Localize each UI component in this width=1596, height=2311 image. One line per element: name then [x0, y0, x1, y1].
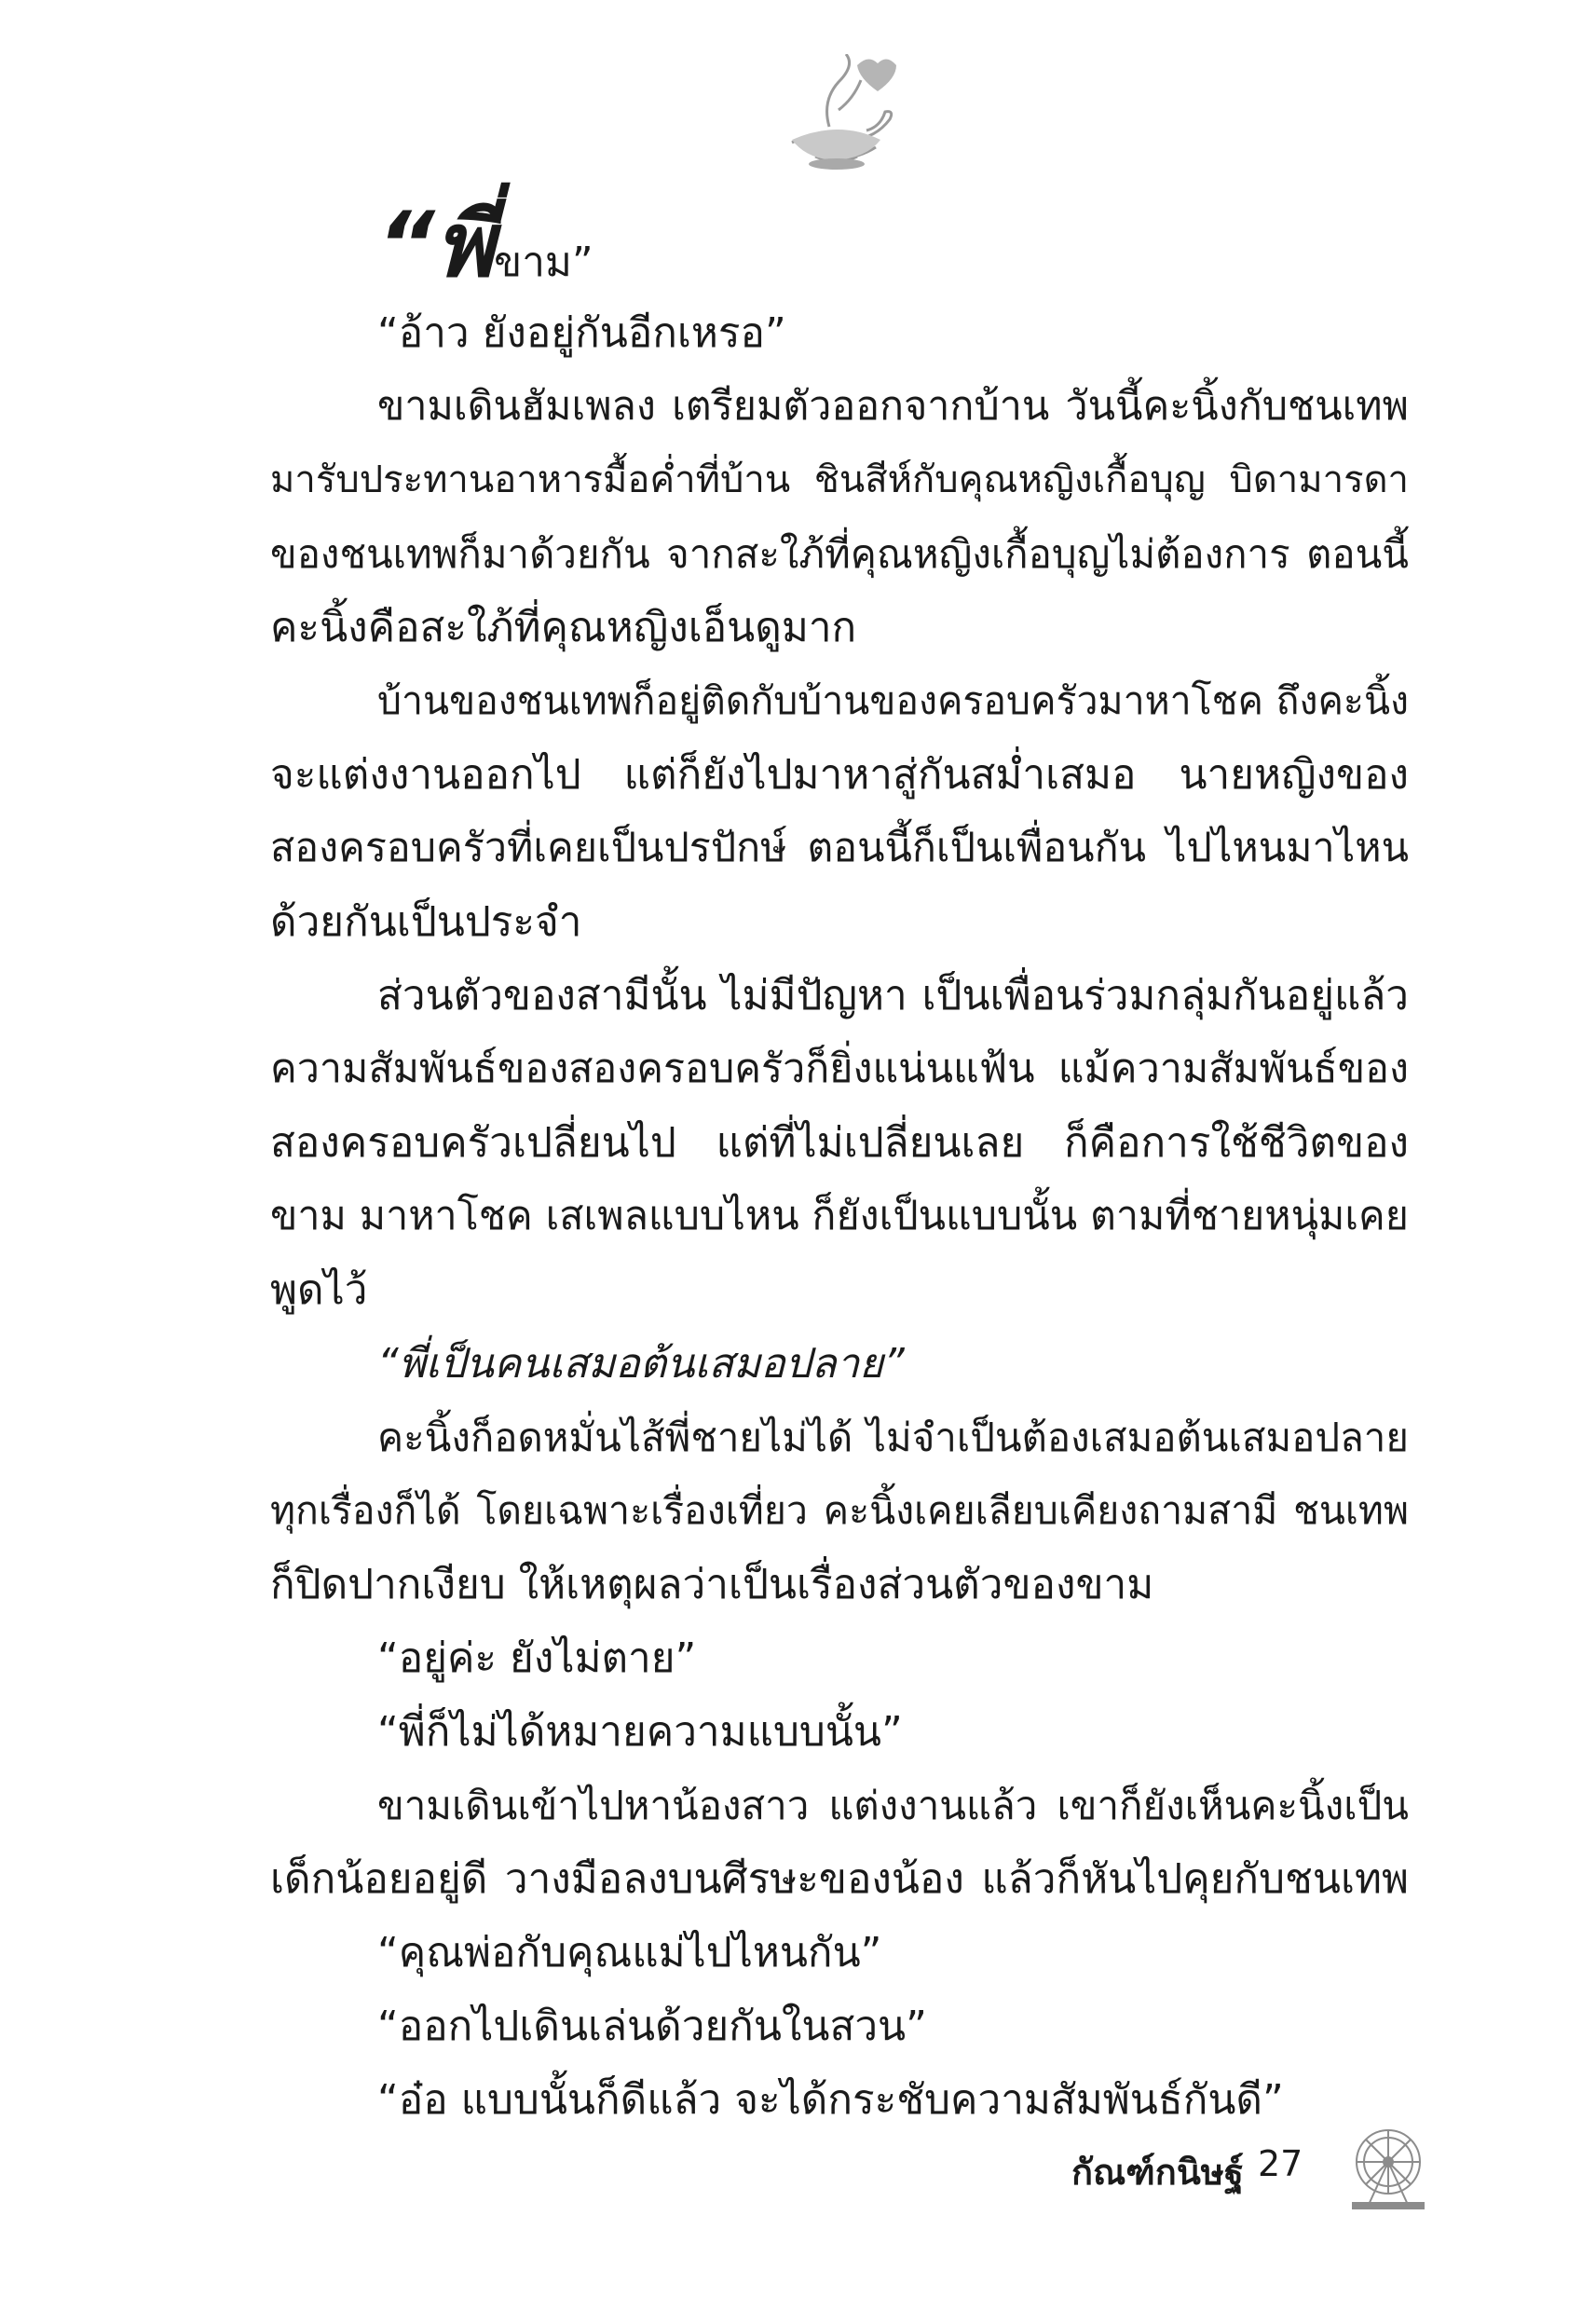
text-line: พูดไว้ [270, 1266, 368, 1314]
text-line: ก็ปิดปากเงียบ ให้เหตุผลว่าเป็นเรื่องส่วนตัวของขาม [270, 1561, 1154, 1608]
text-line: “ออกไปเดินเล่นด้วยกันในสวน” [377, 2003, 927, 2050]
book-title: กัณฑ์กนิษฐ์ [1071, 2152, 1244, 2193]
opening-drop-word: “พี่ [377, 193, 495, 297]
text-line: เด็กน้อยอยู่ดี วางมือลงบนศีรษะของน้อง แล้วก็หันไปคุยกับชนเทพ [270, 1855, 1409, 1903]
chapter-body [270, 194, 1409, 2137]
text-line: คะนิ้งก็อดหมั่นไส้พี่ชายไม่ได้ ไม่จำเป็นต้องเสมอต้นเสมอปลาย [377, 1415, 1409, 1460]
text-line: ของชนเทพก็มาด้วยกัน จากสะใภ้ที่คุณหญิงเกื้อบุญไม่ต้องการ ตอนนี้ [270, 531, 1409, 577]
text-line: “อ้าว ยังอยู่กันอีกเหรอ” [377, 309, 786, 357]
opening-rest: ขาม” [494, 239, 593, 286]
opening-line [270, 194, 1409, 296]
text-line: สองครอบครัวเปลี่ยนไป แต่ที่ไม่เปลี่ยนเลย ก็คือการใช้ชีวิตของ [270, 1119, 1409, 1167]
text-line: “คุณพ่อกับคุณแม่ไปไหนกัน” [377, 1929, 882, 1976]
page-footer [1071, 2134, 1463, 2199]
text-line: “อ๋อ แบบนั้นก็ดีแล้ว จะได้กระชับความสัมพันธ์กันดี” [377, 2076, 1284, 2124]
text-line: จะแต่งงานออกไป แต่ก็ยังไปมาหาสู่กันสม่ำเสมอ นายหญิงของ [270, 751, 1409, 799]
text-line: สองครอบครัวที่เคยเป็นปรปักษ์ ตอนนี้ก็เป็นเพื่อนกัน ไปไหนมาไหน [270, 825, 1409, 871]
page-number: 27 [1258, 2143, 1303, 2184]
text-line: ขามเดินเข้าไปหาน้องสาว แต่งงานแล้ว เขาก็ยังเห็นคะนิ้งเป็น [377, 1783, 1409, 1828]
text-line: “พี่เป็นคนเสมอต้นเสมอปลาย” [377, 1340, 905, 1388]
text-line: ขาม มาหาโชค เสเพลแบบไหน ก็ยังเป็นแบบนั้น ตามที่ชายหนุ่มเคย [270, 1193, 1409, 1239]
text-line: ความสัมพันธ์ของสองครอบครัวก็ยิ่งแน่นแฟ้น แม้ความสัมพันธ์ของ [270, 1046, 1409, 1092]
text-line: “พี่ก็ไม่ได้หมายความแบบนั้น” [377, 1708, 903, 1756]
text-line: บ้านของชนเทพก็อยู่ติดกับบ้านของครอบครัวมาหาโชค ถึงคะนิ้ง [377, 678, 1409, 723]
text-line: ส่วนตัวของสามีนั้น ไม่มีปัญหา เป็นเพื่อนร่วมกลุ่มกันอยู่แล้ว [377, 972, 1409, 1019]
genie-lamp-icon [764, 54, 913, 175]
paragraph-list [270, 296, 1409, 2137]
text-line: ด้วยกันเป็นประจำ [270, 898, 582, 946]
text-line: “อยู่ค่ะ ยังไม่ตาย” [377, 1634, 697, 1682]
text-line: มารับประทานอาหารมื้อค่ำที่บ้าน ชินสีห์กับคุณหญิงเกื้อบุญ บิดามารดา [270, 458, 1409, 501]
text-line: ทุกเรื่องก็ได้ โดยเฉพาะเรื่องเที่ยว คะนิ้งเคยเลียบเคียงถามสามี ชนเทพ [270, 1488, 1409, 1533]
text-line: คะนิ้งคือสะใภ้ที่คุณหญิงเอ็นดูมาก [270, 604, 857, 651]
text-line: ขามเดินฮัมเพลง เตรียมตัวออกจากบ้าน วันนี้คะนิ้งกับชนเทพ [377, 383, 1409, 430]
ferris-wheel-icon [1342, 2123, 1435, 2212]
